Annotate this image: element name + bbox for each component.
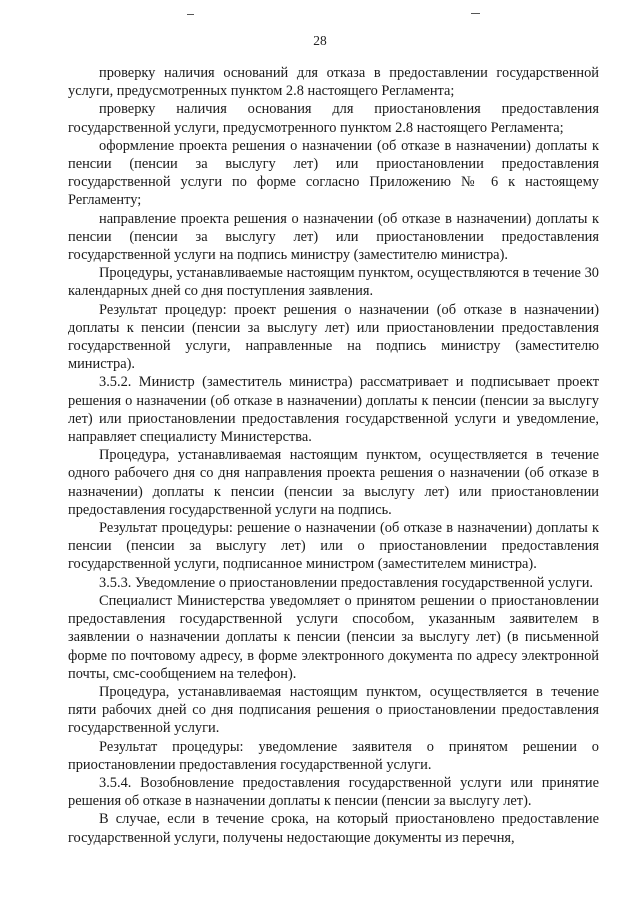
paragraph: Специалист Министерства уведомляет о принятом решении о приостановлении предоставления государственной услуги способом, указанным заявителем в заявлении о назначении доплаты к пенсии (пенсии за выслугу лет) (в письменной форме по почтовому адресу, в форме электронного документа по адресу электронной почты, смс-сообщением на телефон).: [68, 592, 599, 682]
paragraph: 3.5.4. Возобновление предоставления государственной услуги или принятие решения об отказе в назначении доплаты к пенсии (пенсии за выслугу лет).: [68, 774, 599, 810]
paragraph: Процедуры, устанавливаемые настоящим пунктом, осуществляются в течение 30 календарных дней со дня поступления заявления.: [68, 265, 599, 300]
paragraph: направление проекта решения о назначении (об отказе в назначении) доплаты к пенсии (пенсии за выслугу лет) или приостановлении предоставления государственной услуги на подпись министру (заместителю министра).: [68, 210, 599, 264]
page-number: 28: [313, 33, 327, 48]
paragraph: В случае, если в течение срока, на который приостановлено предоставление государственной услуги, получены недостающие документы из перечня,: [68, 811, 599, 846]
paragraph: Процедура, устанавливаемая настоящим пунктом, осуществляется в течение пяти рабочих дней со дня подписания решения о приостановлении предоставления государственной услуги.: [68, 683, 599, 737]
paragraph: проверку наличия оснований для отказа в предоставлении государственной услуги, предусмотренных пунктом 2.8 настоящего Регламента;: [68, 65, 599, 100]
paragraph: оформление проекта решения о назначении (об отказе в назначении) доплаты к пенсии (пенсии за выслугу лет) или приостановлении предоставления государственной услуги по форме согласно Приложению № 6 к настоящему Регламенту;: [68, 137, 599, 209]
paragraph: Процедура, устанавливаемая настоящим пунктом, осуществляется в течение одного рабочего дня со дня направления проекта решения о назначении (об отказе в назначении) доплаты к пенсии (пенсии за выслугу лет) или приостановлении предоставления государственной услуги на подпись.: [68, 447, 599, 518]
paragraph: Результат процедуры: решение о назначении (об отказе в назначении) доплаты к пенсии (пенсии за выслугу лет) или о приостановлении предоставления государственной услуги, подписанное министром (заместителем министра).: [68, 520, 599, 573]
body-text: [68, 64, 599, 847]
paragraph: 3.5.3. Уведомление о приостановлении предоставления государственной услуги.: [99, 574, 594, 591]
paragraph: Результат процедур: проект решения о назначении (об отказе в назначении) доплаты к пенсии (пенсии за выслугу лет) или приостановлении предоставления государственной услуги, направленные на подпись министру (заместителю министра).: [68, 301, 599, 373]
scan-mark: [471, 13, 480, 14]
scan-mark: [187, 14, 194, 15]
paragraph: проверку наличия основания для приостановления предоставления государственной услуги, предусмотренного пунктом 2.8 настоящего Регламента;: [68, 101, 599, 136]
paragraph: 3.5.2. Министр (заместитель министра) рассматривает и подписывает проект решения о назначении (об отказе в назначении) доплаты к пенсии (пенсии за выслугу лет) или приостановлении предоставления государственной услуги и уведомление, направляет специалисту Министерства.: [68, 374, 599, 446]
paragraph: Результат процедуры: уведомление заявителя о принятом решении о приостановлении предоставления государственной услуги.: [68, 738, 599, 773]
